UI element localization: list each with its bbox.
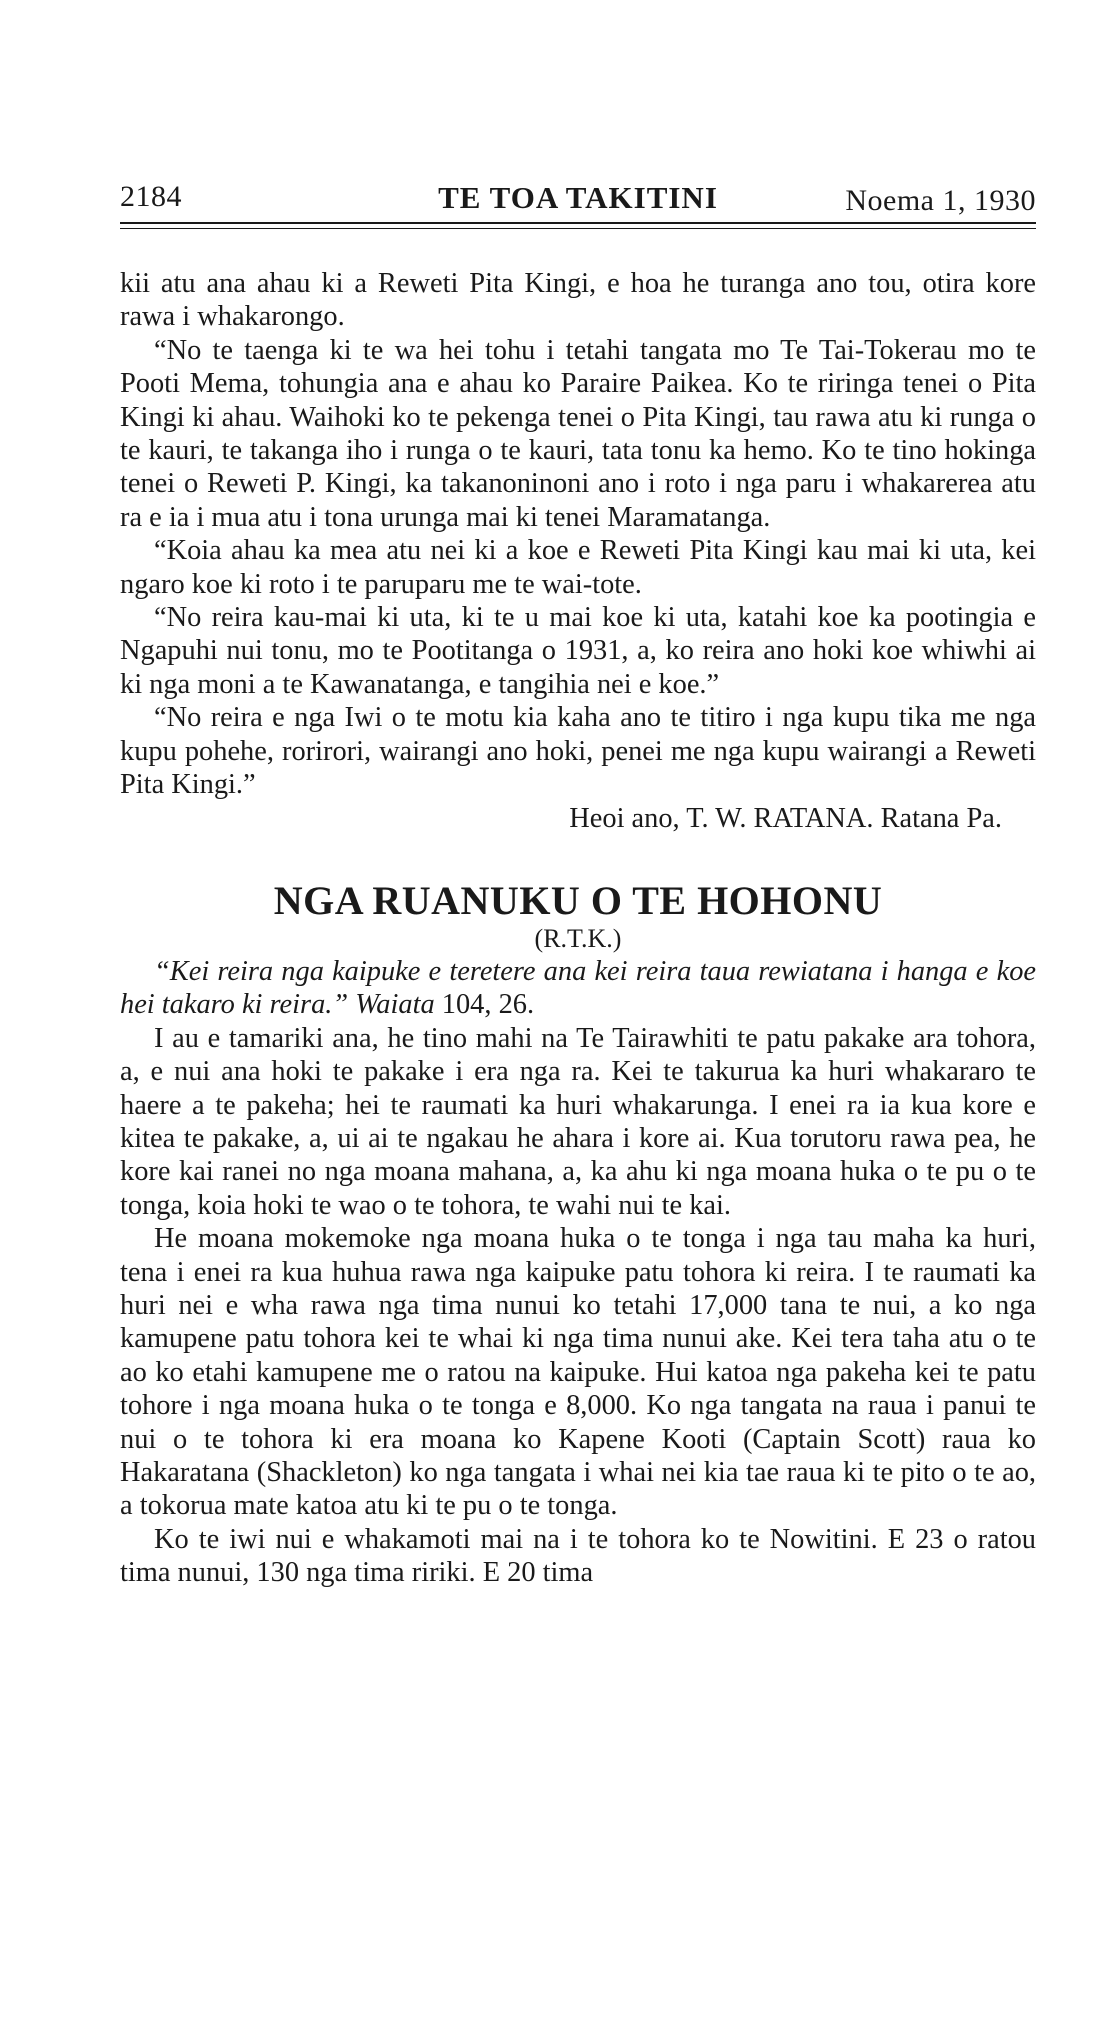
article1-signature: Heoi ano, T. W. RATANA. Ratana Pa. xyxy=(569,802,1002,834)
article1-paragraph: “No reira kau-mai ki uta, ki te u mai koe ki uta, katahi koe ka pootingia e Ngapuhi nui tonu, mo te Pootitanga o 1931, a, ko reira ano hoki koe whiwhi ai ki nga moni a te Kawanatanga, e tangihia nei e koe.” xyxy=(120,602,1036,700)
page-number: 2184 xyxy=(120,180,182,213)
epigraph-text: “Kei reira nga kaipuke e teretere ana kei reira taua rewiatana i hanga e koe hei takaro ki reira.” xyxy=(120,955,1036,1021)
article2-paragraph: Ko te iwi nui e whakamoti mai na i te tohora ko te Nowitini. E 23 o ratou tima nunui, 130 nga tima ririki. E 20 tima xyxy=(120,1523,1036,1589)
document-page xyxy=(120,170,1036,1590)
article1-paragraph: “No te taenga ki te wa hei tohu i tetahi tangata mo Te Tai-Tokerau mo te Pooti Mema, tohungia ana e ahau ko Paraire Paikea. Ko te riringa tenei o Pita Kingi ki ahau. Waihoki ko te pekenga tenei o Pita Kingi, tau rawa atu ki runga o te kauri, te takanga iho i runga o te kauri, tata tonu ka hemo. Ko te tino hokinga tenei o Reweti P. Kingi, ka takanoninoni ano i roto i nga paru i whakarerea atu ra e ia i mua atu i tona urunga mai ki tenei Maramatanga. xyxy=(120,334,1036,533)
article1-paragraph: “Koia ahau ka mea atu nei ki a koe e Reweti Pita Kingi kau mai ki uta, kei ngaro koe ki roto i te paruparu me te wai-tote. xyxy=(120,535,1036,600)
article1-paragraph: kii atu ana ahau ki a Reweti Pita Kingi, e hoa he turanga ano tou, otira kore rawa i whakarongo. xyxy=(120,268,1036,333)
journal-title: TE TOA TAKITINI xyxy=(438,180,718,215)
article-body xyxy=(120,267,1036,1590)
epigraph-quote xyxy=(120,955,1036,1022)
epigraph-reference: 104, 26. xyxy=(441,989,535,1021)
epigraph-source: Waiata xyxy=(355,989,435,1021)
section-subtitle: (R.T.K.) xyxy=(534,923,622,953)
article1-paragraph: “No reira e nga Iwi o te motu kia kaha ano te titiro i nga kupu tika me nga kupu pohehe, rorirori, wairangi ano hoki, penei me nga kupu wairangi a Reweti Pita Kingi.” xyxy=(120,702,1036,801)
issue-date: Noema 1, 1930 xyxy=(845,184,1036,217)
section-title: NGA RUANUKU O TE HOHONU xyxy=(273,877,883,923)
header-rule-top xyxy=(120,222,1036,224)
article2-paragraph: I au e tamariki ana, he tino mahi na Te Tairawhiti te patu pakake ara tohora, a, e nui ana hoki te pakake i era nga ra. Kei te takurua ka huri whakararo te haere a te pakeha; hei te raumati ka huri whakarunga. I enei ra ia kua kore e kitea te pakake, a, ui ai te ngakau he ahara i kore ai. Kua torutoru rawa pea, he kore kai ranei no nga moana mahana, a, ka ahu ki nga moana huka o te pu o te tonga, koia hoki te wao o te tohora, te wahi nui te kai. xyxy=(120,1022,1036,1221)
article2-paragraph: He moana mokemoke nga moana huka o te tonga i nga tau maha ka huri, tena i enei ra kua huhua rawa nga kaipuke patu tohora ki reira. I te raumati ka huri nei e wha rawa nga tima nunui ko tetahi 17,000 tana te nui, a ko nga kamupene patu tohora kei te whai ki nga tima nunui ake. Kei tera taha atu o te ao ko etahi kamupene me o ratou na kaipuke. Hui katoa nga pakeha kei te patu tohore i nga moana huka o te tonga e 8,000. Ko nga tangata na raua i panui te nui o te tohora ki era moana ko Kapene Kooti (Captain Scott) raua ko Hakaratana (Shackleton) ko nga tangata i whai nei kia tae raua ki te pito o te ao, a tokorua mate katoa atu ki te pu o te tonga. xyxy=(120,1223,1036,1522)
header-rule-bottom xyxy=(120,228,1036,229)
running-header xyxy=(120,170,1036,220)
